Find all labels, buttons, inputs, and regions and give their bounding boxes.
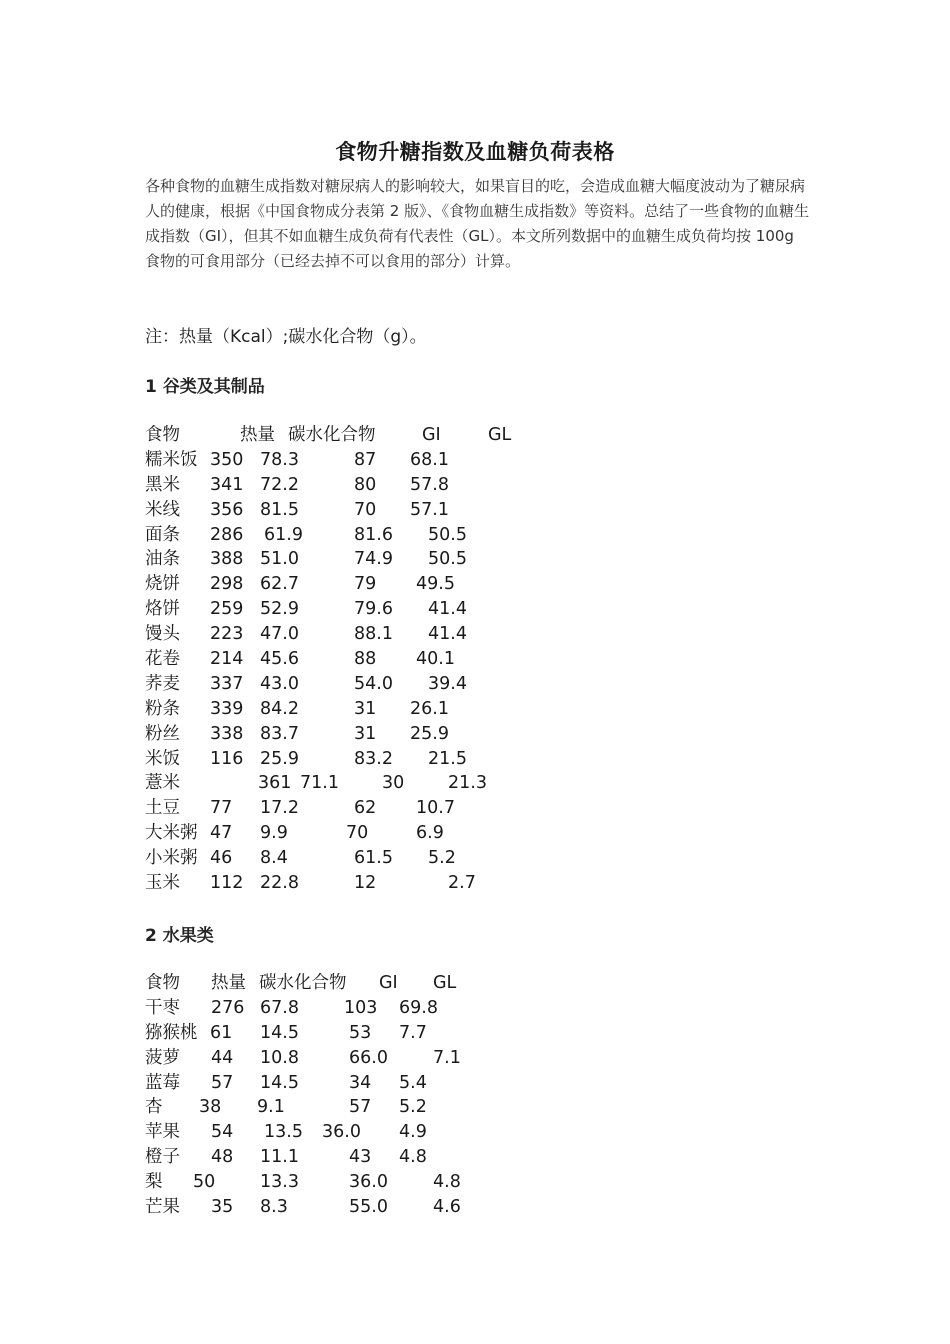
cell-energy: 339 xyxy=(210,698,244,719)
cell-gi: 81.6 xyxy=(354,524,393,545)
cell-energy: 388 xyxy=(210,549,244,570)
cell-gl: 57.8 xyxy=(410,474,449,495)
cell-gi: 62 xyxy=(354,798,377,819)
cell-carbs: 13.3 xyxy=(260,1172,299,1193)
cell-gl: 7.7 xyxy=(399,1022,427,1043)
cell-gl: 49.5 xyxy=(416,574,455,595)
units-note: 注：热量（Kcal）;碳水化合物（g）。 xyxy=(145,327,427,347)
cell-food: 油条 xyxy=(145,549,180,570)
cell-food: 粉丝 xyxy=(145,723,180,744)
cell-gl: 6.9 xyxy=(416,823,444,844)
cell-energy: 259 xyxy=(210,599,244,620)
cell-food: 杏 xyxy=(145,1097,163,1118)
grains-table xyxy=(145,423,665,896)
table-row xyxy=(145,672,665,697)
cell-gl: 7.1 xyxy=(433,1047,461,1068)
cell-gl: 41.4 xyxy=(428,624,467,645)
cell-carbs: 67.8 xyxy=(260,997,299,1018)
cell-food: 食物 xyxy=(145,425,180,445)
cell-gl: 69.8 xyxy=(399,997,438,1018)
cell-food: 土豆 xyxy=(145,798,180,819)
cell-food: 大米粥 xyxy=(145,823,198,844)
cell-gi: 80 xyxy=(354,474,377,495)
cell-food: 蓝莓 xyxy=(145,1072,180,1093)
cell-carbs: 78.3 xyxy=(260,449,299,470)
cell-gi: 74.9 xyxy=(354,549,393,570)
cell-food: 芒果 xyxy=(145,1197,180,1218)
table-row xyxy=(145,547,665,572)
cell-gi: 70 xyxy=(346,823,369,844)
cell-energy: 热量 xyxy=(240,425,275,445)
cell-gi: 103 xyxy=(344,997,378,1018)
cell-food: 面条 xyxy=(145,524,180,545)
cell-gi: 57 xyxy=(349,1097,372,1118)
table-row xyxy=(145,622,665,647)
cell-food: 猕猴桃 xyxy=(145,1022,198,1043)
cell-energy: 214 xyxy=(210,649,244,670)
table-row xyxy=(145,473,665,498)
cell-carbs: 11.1 xyxy=(260,1147,299,1168)
cell-gl: 4.6 xyxy=(433,1197,461,1218)
cell-gl: 25.9 xyxy=(410,723,449,744)
cell-carbs: 9.1 xyxy=(257,1097,285,1118)
cell-gl: 21.3 xyxy=(448,773,487,794)
table-row xyxy=(145,747,665,772)
cell-carbs: 25.9 xyxy=(260,748,299,769)
cell-gl: 4.9 xyxy=(399,1122,427,1143)
cell-gl: GL xyxy=(433,973,457,993)
section-heading-grains: 1 谷类及其制品 xyxy=(145,377,265,397)
cell-carbs: 17.2 xyxy=(260,798,299,819)
cell-gi: GI xyxy=(379,973,398,993)
cell-gl: 41.4 xyxy=(428,599,467,620)
cell-gl: 5.2 xyxy=(428,848,456,869)
cell-energy: 286 xyxy=(210,524,244,545)
table-row xyxy=(145,796,665,821)
table-row xyxy=(145,1170,665,1195)
cell-energy: 341 xyxy=(210,474,244,495)
table-row xyxy=(145,821,665,846)
cell-carbs: 8.3 xyxy=(260,1197,288,1218)
table-row xyxy=(145,498,665,523)
cell-gi: 70 xyxy=(354,499,377,520)
table-row xyxy=(145,871,665,896)
cell-energy: 361 xyxy=(258,773,292,794)
cell-gi: 30 xyxy=(382,773,405,794)
cell-food: 糯米饭 xyxy=(145,449,198,470)
cell-food: 梨 xyxy=(145,1172,163,1193)
cell-gi: 88.1 xyxy=(354,624,393,645)
cell-gi: 61.5 xyxy=(354,848,393,869)
cell-carbs: 14.5 xyxy=(260,1072,299,1093)
cell-energy: 44 xyxy=(211,1047,234,1068)
cell-carbs: 碳水化合物 xyxy=(259,973,347,993)
cell-food: 干枣 xyxy=(145,997,180,1018)
table-row xyxy=(145,771,665,796)
table-row xyxy=(145,1145,665,1170)
cell-gl: 21.5 xyxy=(428,748,467,769)
table-row xyxy=(145,1071,665,1096)
table-row xyxy=(145,597,665,622)
table-row xyxy=(145,1120,665,1145)
cell-energy: 57 xyxy=(211,1072,234,1093)
cell-gl: GL xyxy=(488,425,512,445)
cell-energy: 337 xyxy=(210,673,244,694)
cell-energy: 112 xyxy=(210,873,244,894)
table-row xyxy=(145,697,665,722)
cell-gi: 87 xyxy=(354,449,377,470)
cell-food: 菠萝 xyxy=(145,1047,180,1068)
cell-gi: 79.6 xyxy=(354,599,393,620)
cell-gl: 26.1 xyxy=(410,698,449,719)
cell-energy: 47 xyxy=(210,823,233,844)
cell-carbs: 72.2 xyxy=(260,474,299,495)
cell-energy: 热量 xyxy=(211,973,246,993)
cell-gi: 88 xyxy=(354,649,377,670)
cell-energy: 54 xyxy=(211,1122,234,1143)
cell-carbs: 22.8 xyxy=(260,873,299,894)
cell-carbs: 43.0 xyxy=(260,673,299,694)
cell-carbs: 84.2 xyxy=(260,698,299,719)
cell-energy: 46 xyxy=(210,848,233,869)
cell-food: 烧饼 xyxy=(145,574,180,595)
table-header-row xyxy=(145,423,665,448)
table-row xyxy=(145,846,665,871)
cell-gi: 36.0 xyxy=(349,1172,388,1193)
cell-carbs: 10.8 xyxy=(260,1047,299,1068)
cell-gi: 54.0 xyxy=(354,673,393,694)
cell-gl: 2.7 xyxy=(448,873,476,894)
cell-energy: 350 xyxy=(210,449,244,470)
cell-gl: 68.1 xyxy=(410,449,449,470)
cell-food: 小米粥 xyxy=(145,848,198,869)
cell-carbs: 47.0 xyxy=(260,624,299,645)
cell-food: 米饭 xyxy=(145,748,180,769)
cell-food: 食物 xyxy=(145,973,180,993)
table-row xyxy=(145,572,665,597)
document-title: 食物升糖指数及血糖负荷表格 xyxy=(335,140,615,164)
cell-gl: 4.8 xyxy=(433,1172,461,1193)
cell-carbs: 碳水化合物 xyxy=(288,425,376,445)
cell-carbs: 83.7 xyxy=(260,723,299,744)
cell-carbs: 13.5 xyxy=(264,1122,303,1143)
cell-food: 薏米 xyxy=(145,773,180,794)
cell-gi: 34 xyxy=(349,1072,372,1093)
table-row xyxy=(145,1195,665,1220)
cell-carbs: 9.9 xyxy=(260,823,288,844)
cell-gl: 5.2 xyxy=(399,1097,427,1118)
table-row xyxy=(145,523,665,548)
cell-energy: 38 xyxy=(199,1097,222,1118)
cell-food: 米线 xyxy=(145,499,180,520)
cell-carbs: 71.1 xyxy=(300,773,339,794)
cell-energy: 50 xyxy=(193,1172,216,1193)
cell-gi: 53 xyxy=(349,1022,372,1043)
cell-food: 黑米 xyxy=(145,474,180,495)
cell-energy: 356 xyxy=(210,499,244,520)
table-header-row xyxy=(145,971,665,996)
cell-gi: 83.2 xyxy=(354,748,393,769)
cell-food: 荞麦 xyxy=(145,673,180,694)
cell-carbs: 81.5 xyxy=(260,499,299,520)
section-heading-fruits: 2 水果类 xyxy=(145,926,214,946)
cell-gl: 50.5 xyxy=(428,524,467,545)
cell-gi: 66.0 xyxy=(349,1047,388,1068)
cell-gi: 12 xyxy=(354,873,377,894)
cell-gl: 5.4 xyxy=(399,1072,427,1093)
cell-energy: 276 xyxy=(211,997,245,1018)
cell-carbs: 45.6 xyxy=(260,649,299,670)
cell-food: 苹果 xyxy=(145,1122,180,1143)
cell-carbs: 62.7 xyxy=(260,574,299,595)
cell-energy: 48 xyxy=(211,1147,234,1168)
cell-energy: 77 xyxy=(210,798,233,819)
cell-carbs: 61.9 xyxy=(264,524,303,545)
cell-gl: 57.1 xyxy=(410,499,449,520)
table-row xyxy=(145,647,665,672)
cell-food: 玉米 xyxy=(145,873,180,894)
table-row xyxy=(145,996,665,1021)
cell-carbs: 8.4 xyxy=(260,848,288,869)
cell-food: 馒头 xyxy=(145,624,180,645)
cell-gi: 79 xyxy=(354,574,377,595)
cell-gi: 43 xyxy=(349,1147,372,1168)
cell-food: 花卷 xyxy=(145,649,180,670)
cell-gi: 31 xyxy=(354,723,377,744)
cell-gi: GI xyxy=(422,425,441,445)
cell-carbs: 51.0 xyxy=(260,549,299,570)
table-row xyxy=(145,722,665,747)
cell-food: 橙子 xyxy=(145,1147,180,1168)
cell-carbs: 14.5 xyxy=(260,1022,299,1043)
table-row xyxy=(145,1095,665,1120)
cell-gl: 10.7 xyxy=(416,798,455,819)
fruits-table xyxy=(145,971,665,1220)
table-row xyxy=(145,1046,665,1071)
cell-food: 粉条 xyxy=(145,698,180,719)
cell-gl: 4.8 xyxy=(399,1147,427,1168)
table-row xyxy=(145,448,665,473)
intro-paragraph: 各种食物的血糖生成指数对糖尿病人的影响较大，如果盲目的吃，会造成血糖大幅度波动为了糖尿病人的健康，根据《中国食物成分表第 2 版》、《食物血糖生成指数》等资料。总结了一些食物的血糖生成指数（GI），但其不如血糖生成负荷有代表性（GL）。本文所列数据中的血糖生成负荷均按 100g 食物的可食用部分（已经去掉不可以食用的部分）计算。 xyxy=(145,177,810,270)
cell-gi: 55.0 xyxy=(349,1197,388,1218)
table-row xyxy=(145,1021,665,1046)
cell-energy: 338 xyxy=(210,723,244,744)
cell-gl: 40.1 xyxy=(416,649,455,670)
cell-energy: 223 xyxy=(210,624,244,645)
cell-energy: 35 xyxy=(211,1197,234,1218)
cell-gl: 50.5 xyxy=(428,549,467,570)
cell-gi: 31 xyxy=(354,698,377,719)
cell-energy: 298 xyxy=(210,574,244,595)
cell-energy: 116 xyxy=(210,748,244,769)
cell-gi: 36.0 xyxy=(322,1122,361,1143)
cell-carbs: 52.9 xyxy=(260,599,299,620)
cell-food: 烙饼 xyxy=(145,599,180,620)
cell-gl: 39.4 xyxy=(428,673,467,694)
cell-energy: 61 xyxy=(210,1022,233,1043)
